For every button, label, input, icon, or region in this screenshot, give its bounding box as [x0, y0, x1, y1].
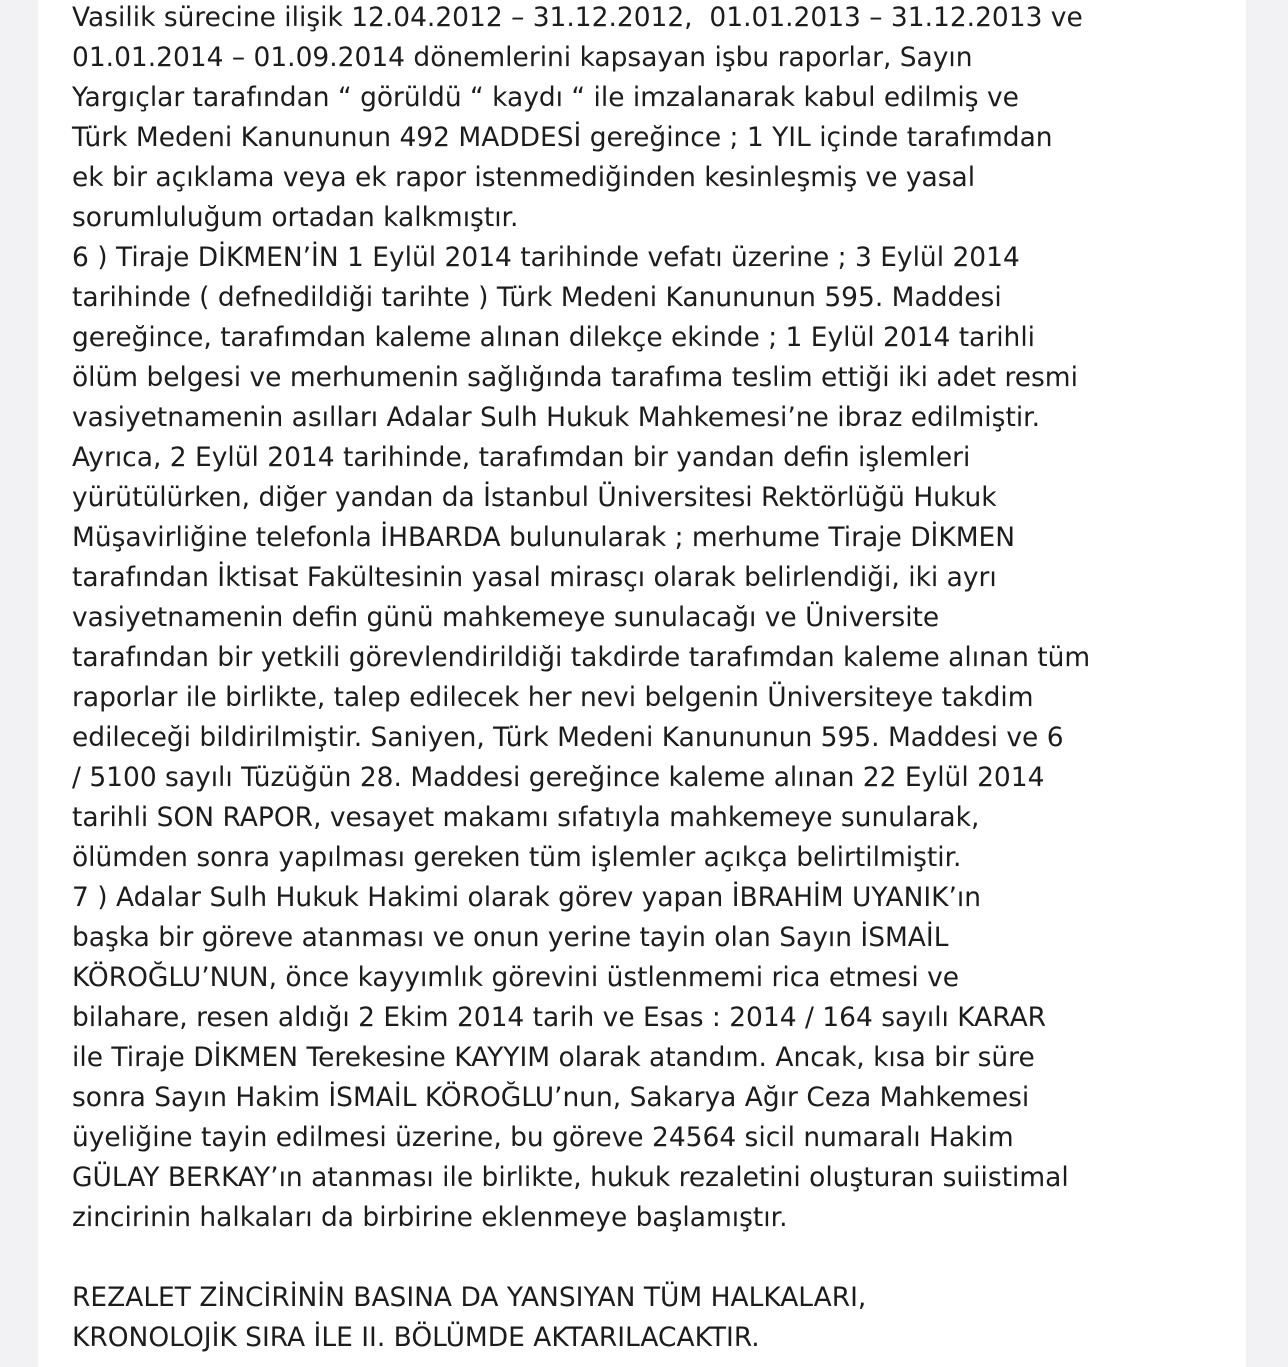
text-line: KRONOLOJİK SIRA İLE II. BÖLÜMDE AKTARILACAKTIR.	[72, 1322, 760, 1353]
text-line: edileceği bildirilmiştir. Saniyen, Türk Medeni Kanununun 595. Maddesi ve 6	[72, 722, 1064, 753]
text-line: ile Tiraje DİKMEN Terekesine KAYYIM olarak atandım. Ancak, kısa bir süre	[72, 1042, 1035, 1073]
text-line: bilahare, resen aldığı 2 Ekim 2014 tarih ve Esas : 2014 / 164 sayılı KARAR	[72, 1002, 1047, 1033]
text-line: 7 ) Adalar Sulh Hukuk Hakimi olarak görev yapan İBRAHİM UYANIK’ın	[72, 882, 982, 913]
text-line: Ayrıca, 2 Eylül 2014 tarihinde, tarafımdan bir yandan defin işlemleri	[72, 442, 971, 473]
text-line: vasiyetnamenin defin günü mahkemeye sunulacağı ve Üniversite	[72, 602, 940, 633]
post-body-part-2	[72, 1278, 1242, 1358]
text-line: GÜLAY BERKAY’ın atanması ile birlikte, hukuk rezaletini oluşturan suiistimal	[72, 1162, 1069, 1193]
text-line: Vasilik sürecine ilişik 12.04.2012 – 31.12.2012, 01.01.2013 – 31.12.2013 ve	[72, 2, 1083, 33]
text-line: ek bir açıklama veya ek rapor istenmediğinden kesinleşmiş ve yasal	[72, 162, 976, 193]
text-line: 6 ) Tiraje DİKMEN’İN 1 Eylül 2014 tarihinde vefatı üzerine ; 3 Eylül 2014	[72, 242, 1020, 273]
text-line: Türk Medeni Kanununun 492 MADDESİ gereğince ; 1 YIL içinde tarafımdan	[72, 122, 1053, 153]
text-line: raporlar ile birlikte, talep edilecek her nevi belgenin Üniversiteye takdim	[72, 682, 1034, 713]
text-line: tarafından bir yetkili görevlendirildiği takdirde tarafımdan kaleme alınan tüm	[72, 642, 1091, 673]
paragraph-gap	[72, 1238, 1242, 1278]
text-line: tarihinde ( defnedildiği tarihte ) Türk Medeni Kanununun 595. Maddesi	[72, 282, 1002, 313]
text-line: gereğince, tarafımdan kaleme alınan dilekçe ekinde ; 1 Eylül 2014 tarihli	[72, 322, 1036, 353]
text-line: başka bir göreve atanması ve onun yerine tayin olan Sayın İSMAİL	[72, 922, 949, 953]
text-line: ölüm belgesi ve merhumenin sağlığında tarafıma teslim ettiği iki adet resmi	[72, 362, 1078, 393]
text-line: KÖROĞLU’NUN, önce kayyımlık görevini üstlenmemi rica etmesi ve	[72, 962, 960, 993]
text-line: tarafından İktisat Fakültesinin yasal mirasçı olarak belirlendiği, iki ayrı	[72, 562, 997, 593]
text-line: sonra Sayın Hakim İSMAİL KÖROĞLU’nun, Sakarya Ağır Ceza Mahkemesi	[72, 1082, 1030, 1113]
post-body-part-1	[72, 0, 1242, 1238]
text-line: Müşavirliğine telefonla İHBARDA bulunularak ; merhume Tiraje DİKMEN	[72, 522, 1016, 553]
text-line: REZALET ZİNCİRİNİN BASINA DA YANSIYAN TÜM HALKALARI,	[72, 1282, 867, 1313]
text-line: sorumluluğum ortadan kalkmıştır.	[72, 202, 519, 233]
text-line: zincirinin halkaları da birbirine eklenmeye başlamıştır.	[72, 1202, 788, 1233]
text-line: yürütülürken, diğer yandan da İstanbul Üniversitesi Rektörlüğü Hukuk	[72, 482, 997, 513]
text-line: ölümden sonra yapılması gereken tüm işlemler açıkça belirtilmiştir.	[72, 842, 962, 873]
text-line: tarihli SON RAPOR, vesayet makamı sıfatıyla mahkemeye sunularak,	[72, 802, 980, 833]
text-line: 01.01.2014 – 01.09.2014 dönemlerini kapsayan işbu raporlar, Sayın	[72, 42, 973, 73]
post-body-text	[72, 0, 1242, 1358]
text-line: Yargıçlar tarafından “ görüldü “ kaydı “ ile imzalanarak kabul edilmiş ve	[72, 82, 1019, 113]
post-card	[38, 0, 1246, 1367]
text-line: vasiyetnamenin asılları Adalar Sulh Hukuk Mahkemesi’ne ibraz edilmiştir.	[72, 402, 1041, 433]
text-line: üyeliğine tayin edilmesi üzerine, bu göreve 24564 sicil numaralı Hakim	[72, 1122, 1014, 1153]
text-line: / 5100 sayılı Tüzüğün 28. Maddesi gereğince kaleme alınan 22 Eylül 2014	[72, 762, 1045, 793]
